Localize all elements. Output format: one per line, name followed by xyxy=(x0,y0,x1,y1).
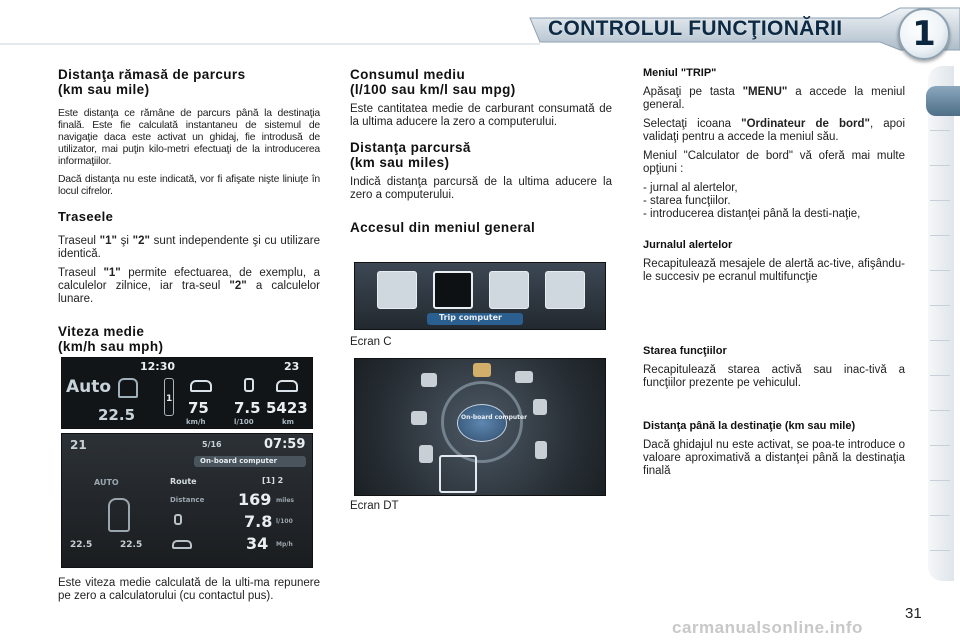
column-left xyxy=(58,67,320,354)
trip-computer-selection xyxy=(439,455,477,493)
column-left-bottom xyxy=(58,577,320,603)
tab-divider xyxy=(930,410,950,411)
display-trip-number: 1 xyxy=(166,394,173,404)
list-item: - introducerea distanţei până la desti-naţie, xyxy=(643,208,861,220)
display-distance: 5423 xyxy=(266,399,308,417)
tab-divider xyxy=(930,550,950,551)
watermark: carmanualsonline.info xyxy=(672,618,863,637)
warning-icon xyxy=(473,363,491,377)
settings-icon xyxy=(489,271,529,309)
car-icon xyxy=(172,540,192,549)
caption-dt-wrap xyxy=(350,500,399,512)
list-item: - starea funcţiilor. xyxy=(643,195,731,207)
heading-average-speed: Viteza medie (km/h sau mph) xyxy=(58,324,164,354)
heading-distance-travelled: Distanţa parcursă (km sau miles) xyxy=(350,140,471,170)
tab-divider xyxy=(930,445,950,446)
car-icon xyxy=(190,380,212,392)
heading-alert-log: Jurnalul alertelor xyxy=(643,239,733,251)
dashboard-display-b xyxy=(61,433,313,568)
page-number: 31 xyxy=(905,605,922,622)
tab-divider xyxy=(930,270,950,271)
display-climate-mode: AUTO xyxy=(94,478,119,487)
tab-divider xyxy=(930,375,950,376)
display-speed-unit: km/h xyxy=(186,418,206,426)
display-route-value: [1] 2 xyxy=(262,476,284,485)
tab-divider xyxy=(930,480,950,481)
tab-divider xyxy=(930,235,950,236)
chapter-tab-strip xyxy=(928,66,954,581)
tab-divider xyxy=(930,165,950,166)
seat-icon xyxy=(419,445,433,463)
heading-remaining-range: Distanţa rămasă de parcurs (km sau mile) xyxy=(58,67,246,97)
rotary-center xyxy=(457,404,507,442)
options-list xyxy=(643,182,905,221)
text-alert-log: Recapitulează mesajele de alertă ac-tive, afişându-le succesiv pe ecranul multifuncţie xyxy=(643,258,905,283)
heading-average-consumption: Consumul mediu (l/100 sau km/l sau mpg) xyxy=(350,67,516,97)
dashboard-display-a xyxy=(61,357,313,429)
display-distance: 169 xyxy=(238,490,272,509)
text-distance-travelled: Indică distanţa parcursă de la ultima aducere la zero a computerului. xyxy=(350,176,612,201)
display-consumption-unit: l/100 xyxy=(276,518,293,525)
text-select-icon: Selectaţi icoana "Ordinateur de bord", apoi validaţi pentru a accede la meniul său. xyxy=(643,118,905,143)
text-trips-usage: Traseul "1" permite efectuarea, de exemplu, a calculelor zilnice, iar tra-seul "2" a calculelor lunare. xyxy=(58,267,320,305)
chapter-badge xyxy=(898,8,950,60)
fuel-icon xyxy=(244,378,254,392)
phone-icon xyxy=(533,399,547,415)
column-middle xyxy=(350,67,612,235)
tab-divider xyxy=(930,515,950,516)
display-speed: 75 xyxy=(188,399,209,417)
display-consumption: 7.8 xyxy=(244,512,273,531)
trip-computer-icon xyxy=(433,271,473,309)
display-speed: 34 xyxy=(246,534,269,553)
display-temperature-right: 22.5 xyxy=(120,540,143,550)
text-press-menu: Apăsaţi pe tasta "MENU" a accede la meniul general. xyxy=(643,86,905,111)
page-title: CONTROLUL FUNCŢIONĂRII xyxy=(548,17,843,40)
display-distance-label: Distance xyxy=(170,496,205,504)
seat-icon xyxy=(118,378,138,398)
list-item: - jurnal al alertelor, xyxy=(643,182,738,194)
display-consumption-unit: l/100 xyxy=(234,418,254,426)
heading-trip-menu: Meniul "TRIP" xyxy=(643,67,717,79)
display-climate-mode: Auto xyxy=(66,377,112,397)
screen-dt-display xyxy=(354,358,606,496)
tab-divider xyxy=(930,130,950,131)
display-time: 07:59 xyxy=(264,437,306,452)
tab-divider xyxy=(930,340,950,341)
screen-c-label: Trip computer xyxy=(439,313,502,322)
display-date: 5/16 xyxy=(202,440,222,449)
column-right xyxy=(643,67,905,284)
display-time: 12:30 xyxy=(140,360,176,373)
car-distance-icon xyxy=(276,380,298,392)
settings-icon xyxy=(535,441,547,459)
caption-screen-c: Ecran C xyxy=(350,336,392,348)
display-distance-unit: miles xyxy=(276,497,295,504)
text-remaining-range: Este distanţa ce rămâne de parcurs până la destinaţia finală. Este fie calculată instantaneu de sistemul de navigaţie daca este activat un ghidaj, fie introdusă de utilizator, mai puţin kilo-metri efectuaţi de la introducerea informaţiilor. xyxy=(58,108,320,167)
caption-c-wrap xyxy=(350,336,392,348)
heading-distance-to-destination: Distanţa până la destinaţie (km sau mile) xyxy=(643,420,856,432)
display-temperature-left: 22.5 xyxy=(70,540,93,550)
display-speed-unit: Mp/h xyxy=(276,541,293,548)
text-remaining-range-dashes: Dacă distanţa nu este indicată, vor fi afişate nişte liniuţe în locul cifrelor. xyxy=(58,174,320,197)
music-icon xyxy=(421,373,437,387)
fuel-icon xyxy=(174,514,182,525)
heading-trips: Traseele xyxy=(58,209,114,224)
heading-access-general-menu: Accesul din meniul general xyxy=(350,220,536,235)
navigation-icon xyxy=(377,271,417,309)
column-right-lower xyxy=(643,345,905,390)
audio-icon xyxy=(411,411,427,425)
display-temperature: 23 xyxy=(284,360,300,373)
display-temperature-setpoint: 22.5 xyxy=(98,406,136,424)
seat-icon xyxy=(108,498,130,532)
text-menu-options: Meniul "Calculator de bord" vă oferă mai multe opţiuni : xyxy=(643,150,905,175)
caption-screen-dt: Ecran DT xyxy=(350,500,399,512)
climate-icon xyxy=(545,271,585,309)
text-function-status: Recapitulează starea activă sau inac-tivă a funcţiilor prezente pe vehiculul. xyxy=(643,364,905,389)
heading-function-status: Starea funcţiilor xyxy=(643,345,727,357)
chapter-tab-active[interactable] xyxy=(926,86,960,116)
text-average-speed: Este viteza medie calculată de la ulti-ma repunere pe zero a calculatorului (cu contactul pus). xyxy=(58,577,320,602)
display-temperature: 21 xyxy=(70,438,87,452)
display-consumption: 7.5 xyxy=(234,399,261,417)
tab-divider xyxy=(930,305,950,306)
display-route-label: Route xyxy=(170,477,197,486)
car-icon xyxy=(515,371,533,383)
chapter-number: 1 xyxy=(912,14,936,54)
text-trips-independent: Traseul "1" şi "2" sunt independente şi cu utilizare identică. xyxy=(58,235,320,260)
display-title: On-board computer xyxy=(200,457,278,465)
screen-dt-label: On-board computer xyxy=(461,414,528,421)
text-distance-to-destination: Dacă ghidajul nu este activat, se poa-te introduce o valoare aproximativă a distanţei până la destinaţia finală xyxy=(643,439,905,477)
column-right-bottom xyxy=(643,420,905,478)
screen-c-display xyxy=(354,262,606,330)
tab-divider xyxy=(930,200,950,201)
display-distance-unit: km xyxy=(282,418,294,426)
text-average-consumption: Este cantitatea medie de carburant consumată de la ultima aducere la zero a computerului. xyxy=(350,103,612,128)
